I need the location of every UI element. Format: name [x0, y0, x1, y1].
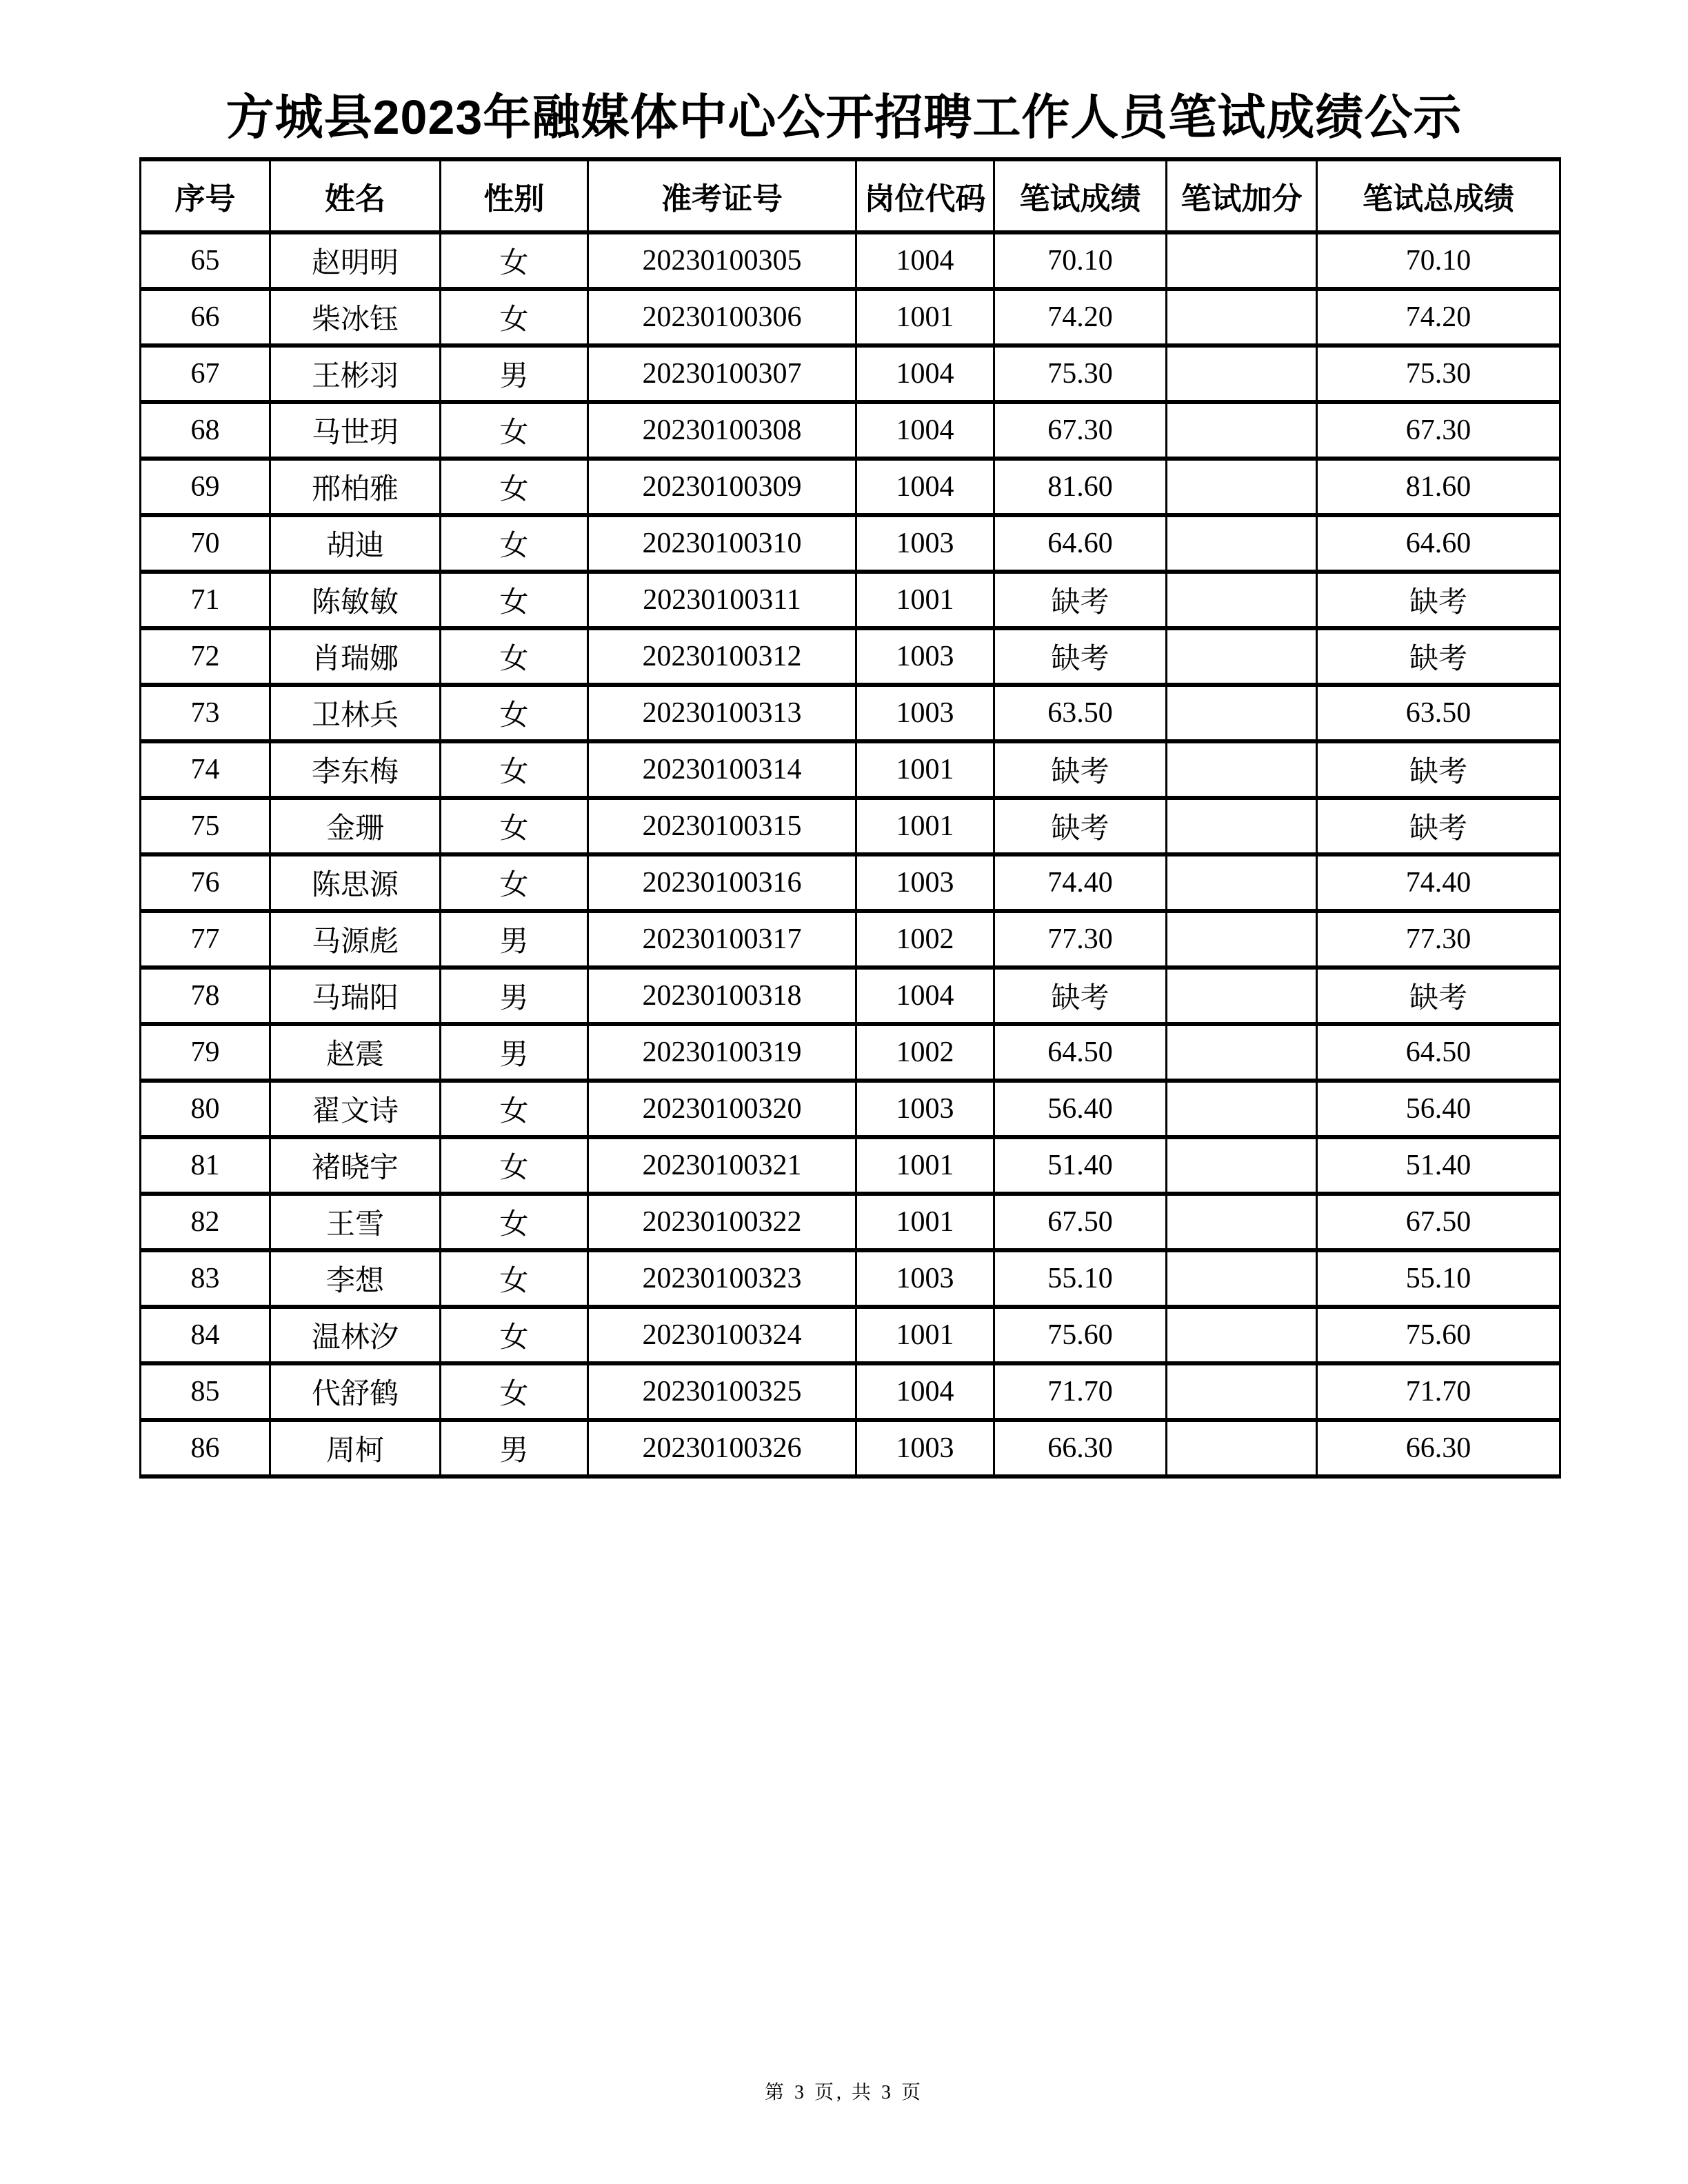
table-row [141, 232, 1560, 289]
cell-ticket: 20230100321 [588, 1137, 856, 1194]
cell-gender: 男 [441, 1420, 588, 1476]
cell-bonus [1167, 1250, 1317, 1307]
cell-seq: 80 [141, 1081, 270, 1137]
cell-bonus [1167, 741, 1317, 798]
table-row [141, 1420, 1560, 1476]
cell-gender: 女 [441, 1307, 588, 1363]
cell-seq: 75 [141, 798, 270, 854]
cell-ticket: 20230100307 [588, 345, 856, 402]
cell-ticket: 20230100306 [588, 289, 856, 345]
column-header-gender: 性别 [441, 159, 588, 232]
cell-seq: 76 [141, 854, 270, 911]
cell-name: 肖瑞娜 [270, 628, 441, 685]
table-header-row [141, 159, 1560, 232]
cell-name: 金珊 [270, 798, 441, 854]
cell-gender: 男 [441, 968, 588, 1024]
column-header-post: 岗位代码 [856, 159, 994, 232]
cell-total: 74.40 [1317, 854, 1560, 911]
cell-post: 1001 [856, 741, 994, 798]
cell-total: 55.10 [1317, 1250, 1560, 1307]
cell-seq: 83 [141, 1250, 270, 1307]
cell-post: 1001 [856, 1307, 994, 1363]
cell-post: 1003 [856, 628, 994, 685]
table-row [141, 685, 1560, 741]
cell-score: 77.30 [994, 911, 1167, 968]
cell-bonus [1167, 1363, 1317, 1420]
cell-post: 1003 [856, 1250, 994, 1307]
cell-total: 56.40 [1317, 1081, 1560, 1137]
cell-name: 柴冰钰 [270, 289, 441, 345]
page-number: 第 3 页, 共 3 页 [764, 2082, 923, 2103]
cell-total: 64.60 [1317, 515, 1560, 572]
cell-seq: 74 [141, 741, 270, 798]
cell-post: 1003 [856, 685, 994, 741]
cell-post: 1004 [856, 232, 994, 289]
table-row [141, 968, 1560, 1024]
page-title: 方城县2023年融媒体中心公开招聘工作人员笔试成绩公示 [225, 90, 1463, 144]
cell-ticket: 20230100319 [588, 1024, 856, 1081]
cell-bonus [1167, 1307, 1317, 1363]
cell-seq: 82 [141, 1194, 270, 1250]
cell-seq: 68 [141, 402, 270, 459]
cell-bonus [1167, 1024, 1317, 1081]
cell-total: 75.60 [1317, 1307, 1560, 1363]
cell-score: 74.20 [994, 289, 1167, 345]
cell-score: 缺考 [994, 741, 1167, 798]
cell-seq: 72 [141, 628, 270, 685]
cell-post: 1003 [856, 1420, 994, 1476]
cell-name: 温林汐 [270, 1307, 441, 1363]
cell-score: 缺考 [994, 572, 1167, 628]
cell-gender: 女 [441, 1137, 588, 1194]
cell-total: 51.40 [1317, 1137, 1560, 1194]
cell-score: 67.50 [994, 1194, 1167, 1250]
cell-score: 66.30 [994, 1420, 1167, 1476]
cell-name: 马源彪 [270, 911, 441, 968]
cell-gender: 女 [441, 1081, 588, 1137]
cell-gender: 女 [441, 1363, 588, 1420]
cell-ticket: 20230100317 [588, 911, 856, 968]
cell-name: 王彬羽 [270, 345, 441, 402]
table-body [141, 232, 1560, 1476]
table-row [141, 1081, 1560, 1137]
table-row [141, 572, 1560, 628]
cell-name: 邢柏雅 [270, 459, 441, 515]
cell-ticket: 20230100322 [588, 1194, 856, 1250]
column-header-ticket: 准考证号 [588, 159, 856, 232]
cell-seq: 65 [141, 232, 270, 289]
cell-ticket: 20230100316 [588, 854, 856, 911]
cell-gender: 女 [441, 515, 588, 572]
cell-bonus [1167, 1194, 1317, 1250]
cell-ticket: 20230100309 [588, 459, 856, 515]
cell-post: 1001 [856, 572, 994, 628]
cell-total: 75.30 [1317, 345, 1560, 402]
cell-total: 67.50 [1317, 1194, 1560, 1250]
table-row [141, 1307, 1560, 1363]
cell-total: 81.60 [1317, 459, 1560, 515]
cell-name: 马瑞阳 [270, 968, 441, 1024]
cell-seq: 77 [141, 911, 270, 968]
cell-ticket: 20230100311 [588, 572, 856, 628]
table-row [141, 628, 1560, 685]
table-row [141, 1250, 1560, 1307]
cell-seq: 81 [141, 1137, 270, 1194]
cell-seq: 67 [141, 345, 270, 402]
cell-ticket: 20230100320 [588, 1081, 856, 1137]
cell-score: 缺考 [994, 968, 1167, 1024]
cell-post: 1002 [856, 1024, 994, 1081]
cell-post: 1004 [856, 1363, 994, 1420]
cell-post: 1001 [856, 798, 994, 854]
cell-gender: 女 [441, 628, 588, 685]
cell-name: 褚晓宇 [270, 1137, 441, 1194]
table-row [141, 1194, 1560, 1250]
cell-name: 李东梅 [270, 741, 441, 798]
cell-bonus [1167, 1420, 1317, 1476]
cell-bonus [1167, 1081, 1317, 1137]
cell-seq: 66 [141, 289, 270, 345]
cell-total: 67.30 [1317, 402, 1560, 459]
column-header-name: 姓名 [270, 159, 441, 232]
cell-bonus [1167, 911, 1317, 968]
cell-score: 缺考 [994, 628, 1167, 685]
cell-gender: 女 [441, 572, 588, 628]
cell-bonus [1167, 345, 1317, 402]
cell-seq: 85 [141, 1363, 270, 1420]
cell-ticket: 20230100308 [588, 402, 856, 459]
table-row [141, 459, 1560, 515]
cell-post: 1001 [856, 289, 994, 345]
table-row [141, 1024, 1560, 1081]
cell-score: 67.30 [994, 402, 1167, 459]
cell-post: 1003 [856, 854, 994, 911]
cell-post: 1004 [856, 345, 994, 402]
cell-gender: 女 [441, 289, 588, 345]
cell-bonus [1167, 628, 1317, 685]
cell-gender: 女 [441, 402, 588, 459]
cell-post: 1004 [856, 402, 994, 459]
cell-score: 75.30 [994, 345, 1167, 402]
score-table [139, 157, 1561, 1479]
cell-bonus [1167, 289, 1317, 345]
cell-score: 75.60 [994, 1307, 1167, 1363]
cell-seq: 79 [141, 1024, 270, 1081]
cell-gender: 男 [441, 911, 588, 968]
table-row [141, 402, 1560, 459]
table-row [141, 854, 1560, 911]
cell-total: 74.20 [1317, 289, 1560, 345]
cell-ticket: 20230100310 [588, 515, 856, 572]
cell-bonus [1167, 1137, 1317, 1194]
cell-seq: 78 [141, 968, 270, 1024]
cell-name: 王雪 [270, 1194, 441, 1250]
cell-total: 缺考 [1317, 572, 1560, 628]
cell-total: 66.30 [1317, 1420, 1560, 1476]
cell-score: 56.40 [994, 1081, 1167, 1137]
cell-score: 64.50 [994, 1024, 1167, 1081]
column-header-bonus: 笔试加分 [1167, 159, 1317, 232]
cell-name: 周柯 [270, 1420, 441, 1476]
column-header-total: 笔试总成绩 [1317, 159, 1560, 232]
cell-post: 1004 [856, 459, 994, 515]
table-row [141, 515, 1560, 572]
cell-score: 81.60 [994, 459, 1167, 515]
cell-ticket: 20230100318 [588, 968, 856, 1024]
cell-bonus [1167, 572, 1317, 628]
cell-score: 74.40 [994, 854, 1167, 911]
cell-name: 胡迪 [270, 515, 441, 572]
cell-ticket: 20230100315 [588, 798, 856, 854]
cell-name: 陈思源 [270, 854, 441, 911]
cell-name: 代舒鹤 [270, 1363, 441, 1420]
cell-seq: 84 [141, 1307, 270, 1363]
cell-name: 赵明明 [270, 232, 441, 289]
cell-gender: 男 [441, 1024, 588, 1081]
cell-total: 71.70 [1317, 1363, 1560, 1420]
cell-post: 1001 [856, 1194, 994, 1250]
column-header-score: 笔试成绩 [994, 159, 1167, 232]
table-row [141, 911, 1560, 968]
cell-seq: 70 [141, 515, 270, 572]
cell-gender: 女 [441, 459, 588, 515]
cell-score: 55.10 [994, 1250, 1167, 1307]
cell-total: 缺考 [1317, 968, 1560, 1024]
cell-total: 缺考 [1317, 741, 1560, 798]
cell-name: 翟文诗 [270, 1081, 441, 1137]
table-row [141, 741, 1560, 798]
cell-total: 缺考 [1317, 798, 1560, 854]
table-row [141, 1363, 1560, 1420]
cell-bonus [1167, 402, 1317, 459]
cell-bonus [1167, 854, 1317, 911]
cell-ticket: 20230100323 [588, 1250, 856, 1307]
cell-score: 64.60 [994, 515, 1167, 572]
cell-gender: 女 [441, 232, 588, 289]
cell-post: 1003 [856, 515, 994, 572]
cell-bonus [1167, 798, 1317, 854]
cell-total: 70.10 [1317, 232, 1560, 289]
cell-post: 1004 [856, 968, 994, 1024]
cell-name: 卫林兵 [270, 685, 441, 741]
cell-bonus [1167, 685, 1317, 741]
cell-gender: 女 [441, 798, 588, 854]
cell-seq: 73 [141, 685, 270, 741]
cell-gender: 女 [441, 854, 588, 911]
cell-gender: 女 [441, 1194, 588, 1250]
cell-bonus [1167, 459, 1317, 515]
table-row [141, 798, 1560, 854]
cell-seq: 71 [141, 572, 270, 628]
cell-ticket: 20230100305 [588, 232, 856, 289]
cell-name: 陈敏敏 [270, 572, 441, 628]
table-row [141, 289, 1560, 345]
cell-post: 1003 [856, 1081, 994, 1137]
cell-ticket: 20230100325 [588, 1363, 856, 1420]
cell-score: 70.10 [994, 232, 1167, 289]
cell-ticket: 20230100313 [588, 685, 856, 741]
cell-post: 1001 [856, 1137, 994, 1194]
cell-name: 李想 [270, 1250, 441, 1307]
cell-ticket: 20230100324 [588, 1307, 856, 1363]
cell-ticket: 20230100312 [588, 628, 856, 685]
cell-bonus [1167, 232, 1317, 289]
cell-ticket: 20230100326 [588, 1420, 856, 1476]
cell-bonus [1167, 968, 1317, 1024]
cell-score: 71.70 [994, 1363, 1167, 1420]
table-row [141, 1137, 1560, 1194]
cell-total: 64.50 [1317, 1024, 1560, 1081]
cell-name: 马世玥 [270, 402, 441, 459]
column-header-seq: 序号 [141, 159, 270, 232]
cell-score: 63.50 [994, 685, 1167, 741]
cell-total: 77.30 [1317, 911, 1560, 968]
cell-total: 63.50 [1317, 685, 1560, 741]
cell-total: 缺考 [1317, 628, 1560, 685]
cell-score: 缺考 [994, 798, 1167, 854]
cell-score: 51.40 [994, 1137, 1167, 1194]
cell-gender: 女 [441, 1250, 588, 1307]
cell-name: 赵震 [270, 1024, 441, 1081]
cell-post: 1002 [856, 911, 994, 968]
cell-gender: 男 [441, 345, 588, 402]
cell-gender: 女 [441, 741, 588, 798]
cell-seq: 86 [141, 1420, 270, 1476]
cell-gender: 女 [441, 685, 588, 741]
table-row [141, 345, 1560, 402]
cell-ticket: 20230100314 [588, 741, 856, 798]
cell-bonus [1167, 515, 1317, 572]
cell-seq: 69 [141, 459, 270, 515]
